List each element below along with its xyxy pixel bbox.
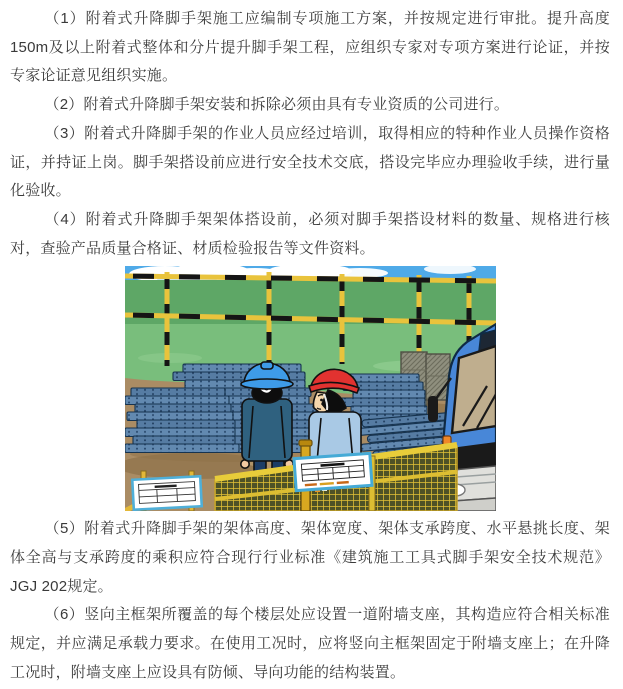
paragraph-6: （6）竖向主框架所覆盖的每个楼层处应设置一道附墙支座，其构造应符合相关标准规定，并应满足承载力要求。在使用工况时，应将竖向主框架固定于附墙支座上；在升降工况时，附墙支座上应设具有防倾、导向功能的结构装置。 <box>10 606 610 681</box>
paragraph-4: （4）附着式升降脚手架架体搭设前，必须对脚手架搭设材料的数量、规格进行核对，查验产品质量合格证、材质检验报告等文件资料。 <box>10 210 610 257</box>
paragraph-5: （5）附着式升降脚手架的架体高度、架体宽度、架体支承跨度、水平悬挑长度、架体全高与支承跨度的乘积应符合现行行业标准《建筑施工工具式脚手架安全技术规范》JGJ 202规定。 <box>10 520 610 595</box>
paragraph-3: （3）附着式升降脚手架的作业人员应经过培训，取得相应的特种作业人员操作资格证，并持证上岗。脚手架搭设前应进行安全技术交底，搭设完毕应办理验收手续，进行量化验收。 <box>10 124 610 200</box>
construction-site-illustration <box>125 266 496 511</box>
sign-center <box>293 454 371 491</box>
scaffold-stack-left <box>125 388 239 453</box>
paragraph-2: （2）附着式升降脚手架安装和拆除必须由具有专业资质的公司进行。 <box>44 96 510 114</box>
construction-site-scene <box>125 266 496 511</box>
paragraph-1: （1）附着式升降脚手架施工应编制专项施工方案，并按规定进行审批。提升高度150m及以上附着式整体和分片提升脚手架工程，应组织专家对专项方案进行论证，并按专家论证意见组织实施。 <box>10 10 610 85</box>
sign-left <box>132 471 201 511</box>
